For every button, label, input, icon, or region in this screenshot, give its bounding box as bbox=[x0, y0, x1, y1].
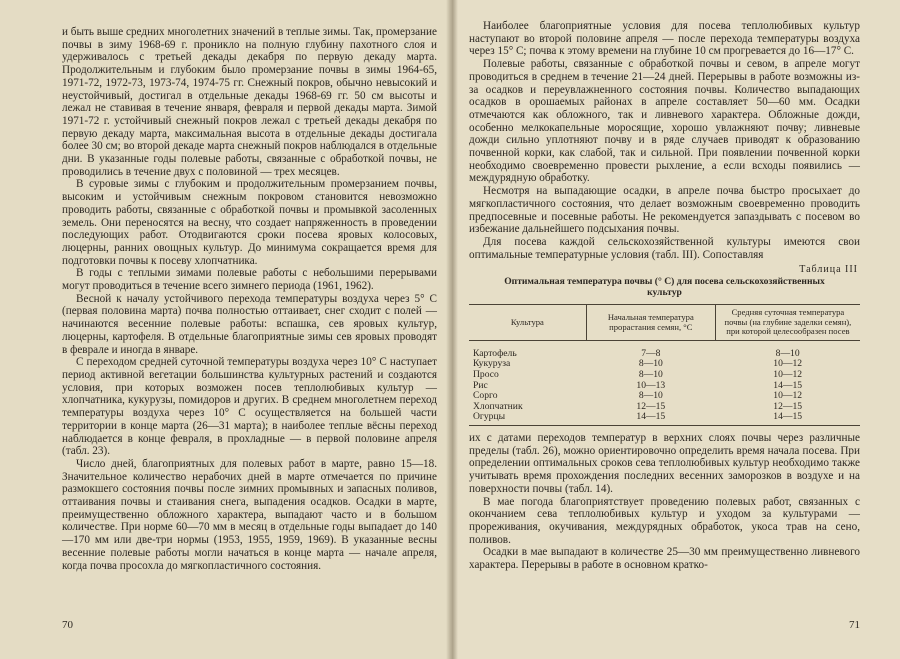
paragraph: В суровые зимы с глубоким и продолжительным промерзанием почвы, высоким и устойчивым снежным покровом становится невозможно проводить работы, связанные с обработкой почвы и промывкой засоленных земель. Они переносятся на весну, что создает напряженность в проведении последующих работ. Отодвигаются сроки посева яровых колосовых, люцерны, ранних овощных культур. До минимума сокращается время для подготовки почвы к посеву хлопчатника. bbox=[62, 178, 437, 267]
cell-crop: Огурцы bbox=[469, 412, 586, 425]
cell-value: 7—8 bbox=[641, 347, 661, 359]
paragraph: Число дней, благоприятных для полевых работ в марте, равно 15—18. Значительное количество нерабочих дней в марте отмечается по причине размокшего состояния почвы после зимних промывных и запасных поливов, оттаивания почвы и стаивания снега, выпадения осадков. Осадки в марте, преимущественно обложного характера, выпадают часто и в большом количестве. При норме 60—70 мм в месяц в отдельные годы выпадает до 140—170 мм или две-три нормы (1953, 1955, 1959, 1969). В указанные весны весенние полевые работы могли начаться в конце марта — начале апреля, когда почва просохла до мягкопластичного состояния. bbox=[62, 457, 437, 572]
temperature-table bbox=[469, 304, 860, 426]
cell-value: 14—15 bbox=[586, 412, 715, 425]
table-title: Оптимальная температура почвы (° С) для посева сельскохозяйственных культур bbox=[504, 276, 825, 299]
cell-value: 12—15 bbox=[773, 400, 803, 412]
cell-crop: Рис bbox=[473, 379, 488, 391]
cell-value: 8—10 bbox=[638, 369, 663, 381]
paragraph: Для посева каждой сельскохозяйственной культуры имеются свои оптимальные температурные условия (табл. III). Сопоставляя bbox=[469, 235, 860, 261]
cell-value: 10—12 bbox=[773, 369, 803, 381]
table-header-row bbox=[469, 305, 860, 341]
table-row bbox=[469, 412, 860, 425]
page-number: 71 bbox=[849, 619, 860, 631]
paragraph: Наиболее благоприятные условия для посева теплолюбивых культур наступают во второй половине апреля — после перехода температуры воздуха через 15° С; почва к этому времени на глубине 10 см прогревается до 16—17° С. bbox=[469, 20, 860, 58]
cell-value: 12—15 bbox=[636, 400, 666, 412]
cell-crop: Просо bbox=[473, 369, 499, 381]
book-gutter bbox=[446, 0, 458, 659]
right-page bbox=[451, 0, 900, 659]
paragraph: Полевые работы, связанные с обработкой почвы и севом, в апреле могут проводиться в среднем в течение 21—24 дней. Перерывы в работе возможны из-за осадков и переувлажненного состояния почвы. Количество выпадающих осадков в орошаемых районах в апреле составляет 50—60 мм. Осадки отмечаются как обложного, так и ливневого характера. Обложные дожди, особенно мелкокапельные моросящие, хорошо увлажняют почву; ливневые дожди сильно уплотняют почву и в ряде случаев приводят к образованию почвенной корки, как слабой, так и сильной. При появлении почвенной корки необходимо своевременно провести рыхление, а если всходы появились — междурядную обработку. bbox=[469, 58, 860, 185]
paragraph: Весной к началу устойчивого перехода температуры воздуха через 5° С (первая половина марта) почва полностью оттаивает, снег сходит с полей — начинаются весенние полевые работы: вспашка, сев яровых культур, люцерны, картофеля. В отдельные благоприятные зимы сев яровых проводят в феврале и иногда в январе. bbox=[62, 292, 437, 356]
cell-value: 8—10 bbox=[775, 347, 800, 359]
cell-value: 10—13 bbox=[636, 379, 666, 391]
column-header-sowing-temp: Средняя суточная температура почвы (на глубине заделки семян), при которой целесообразен посев bbox=[715, 305, 860, 341]
cell-crop: Кукуруза bbox=[473, 358, 511, 370]
column-header-germination: Начальная температура прорастания семян, °С bbox=[586, 305, 715, 341]
paragraph: Несмотря на выпадающие осадки, в апреле почва быстро просыхает до мягкопластичного состояния, что делает возможным своевременно проводить предпосевные и посевные работы. Не рекомендуется запаздывать с посевом во избежание дальнейшего подсыхания почвы. bbox=[469, 185, 860, 236]
cell-crop: Картофель bbox=[473, 347, 517, 359]
cell-crop: Сорго bbox=[473, 390, 498, 402]
cell-value: 8—10 bbox=[638, 390, 663, 402]
cell-value: 14—15 bbox=[715, 412, 860, 425]
page-number: 70 bbox=[62, 619, 73, 631]
paragraph: Осадки в мае выпадают в количестве 25—30 мм преимущественно ливневого характера. Перерывы в работе в основном кратко- bbox=[469, 546, 860, 572]
paragraph: В годы с теплыми зимами полевые работы с небольшими перерывами могут проводиться в течение всего зимнего периода (1961, 1962). bbox=[62, 267, 437, 293]
column-header-crop: Культура bbox=[469, 305, 586, 341]
table-row bbox=[469, 340, 860, 359]
cell-crop: Хлопчатник bbox=[473, 400, 523, 412]
cell-value: 8—10 bbox=[638, 358, 663, 370]
paragraph: С переходом средней суточной температуры воздуха через 10° С наступает период активной вегетации большинства культурных растений и создаются условия, при которых возможен посев теплолюбивых культур — хлопчатника, кукурузы, помидоров и других. В среднем многолетнем переход температуры воздуха через 10° С осуществляется на большей части территории в конце марта (26—31 марта); в наиболее теплые вёсны переход наблюдается в конце февраля, в прохладные — в первой половине апреля (табл. 23). bbox=[62, 356, 437, 458]
paragraph: и быть выше средних многолетних значений в теплые зимы. Так, промерзание почвы в зиму 1968-69 г. проникло на полную глубину пахотного слоя и удерживалось с третьей декады декабря по первую декаду марта. Продолжительным и глубоким было промерзание почвы в зимы 1964-65, 1971-72, 1972-73, 1973-74, 1974-75 гг. Снежный покров, обычно невысокий и неустойчивый, достигал в отдельные декады 1968-69 гг. 50 см высоты и лежал не ставивая в течение января, февраля и первой декады марта. Зимой 1971-72 г. устойчивый снежный покров лежал с третьей декады декабря по первую декаду марта, максимальная высота в отдельные декады достигала более 30 см; во второй декаде марта снежный покров наблюдался в отдельные дни. В указанные годы полевые работы, связанные с обработкой почвы, не проводились в течение двух с половиной — трех месяцев. bbox=[62, 26, 437, 178]
table-label: Таблица III bbox=[799, 264, 858, 276]
paragraph: В мае погода благоприятствует проведению полевых работ, связанных с окончанием сева теплолюбивых культур и уходом за культурами — прореживания, окучивания, междурядных обработок, укоса трав на сено, поливов. bbox=[469, 495, 860, 546]
paragraph: их с датами переходов температур в верхних слоях почвы через различные пределы (табл. 26), можно ориентировочно определить время начала посева. При определении оптимальных сроков сева теплолюбивых культур необходимо также учитывать время прохождения последних весенних заморозков в воздухе и на поверхности почвы (табл. 14). bbox=[469, 432, 860, 495]
cell-value: 10—12 bbox=[773, 358, 803, 370]
cell-value: 10—12 bbox=[773, 390, 803, 402]
cell-value: 14—15 bbox=[773, 379, 803, 391]
